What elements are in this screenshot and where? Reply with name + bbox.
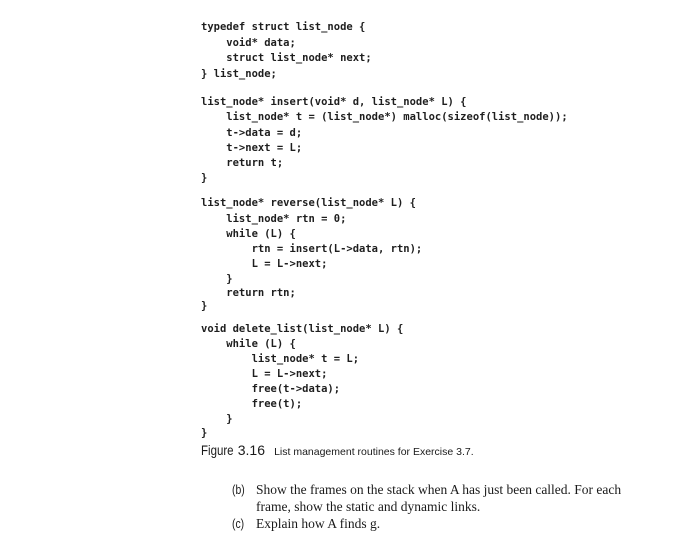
code-line: rtn = insert(L->data, rtn); <box>201 243 423 255</box>
exercise-item <box>232 481 652 515</box>
code-line: struct list_node* next; <box>201 52 372 64</box>
figure-label: Figure <box>201 442 234 458</box>
code-line: return rtn; <box>201 287 296 299</box>
exercise-marker: (b) <box>232 482 245 497</box>
exercise-text: Show the frames on the stack when A has just been called. For each frame, show the static and dynamic links. <box>256 482 622 514</box>
code-line: list_node* insert(void* d, list_node* L) { <box>201 96 467 108</box>
code-line: L = L->next; <box>201 258 328 270</box>
code-line: } <box>201 427 208 439</box>
code-line: free(t->data); <box>201 383 341 395</box>
code-line: list_node* reverse(list_node* L) { <box>201 197 416 209</box>
code-line: void* data; <box>201 37 296 49</box>
code-line: free(t); <box>201 398 303 410</box>
code-line: typedef struct list_node { <box>201 21 366 33</box>
code-line: t->next = L; <box>201 142 303 154</box>
code-line: list_node* t = (list_node*) malloc(sizeof(list_node)); <box>201 111 568 123</box>
code-line: list_node* rtn = 0; <box>201 213 347 225</box>
code-line: } <box>201 273 233 285</box>
code-line: L = L->next; <box>201 368 328 380</box>
code-line: } <box>201 300 208 312</box>
figure-caption-text: List management routines for Exercise 3.7. <box>274 446 474 458</box>
code-line: return t; <box>201 157 284 169</box>
figure-caption <box>201 442 474 458</box>
code-line: t->data = d; <box>201 127 303 139</box>
code-line: } <box>201 413 233 425</box>
code-line: } list_node; <box>201 68 277 80</box>
code-line: } <box>201 172 208 184</box>
figure-number: 3.16 <box>237 442 265 458</box>
code-line: list_node* t = L; <box>201 353 360 365</box>
exercise-text: Explain how A finds g. <box>256 516 381 531</box>
code-line: while (L) { <box>201 338 296 350</box>
code-line: void delete_list(list_node* L) { <box>201 323 404 335</box>
exercise-marker: (c) <box>232 516 245 531</box>
code-line: while (L) { <box>201 228 296 240</box>
exercise-item <box>232 515 652 532</box>
